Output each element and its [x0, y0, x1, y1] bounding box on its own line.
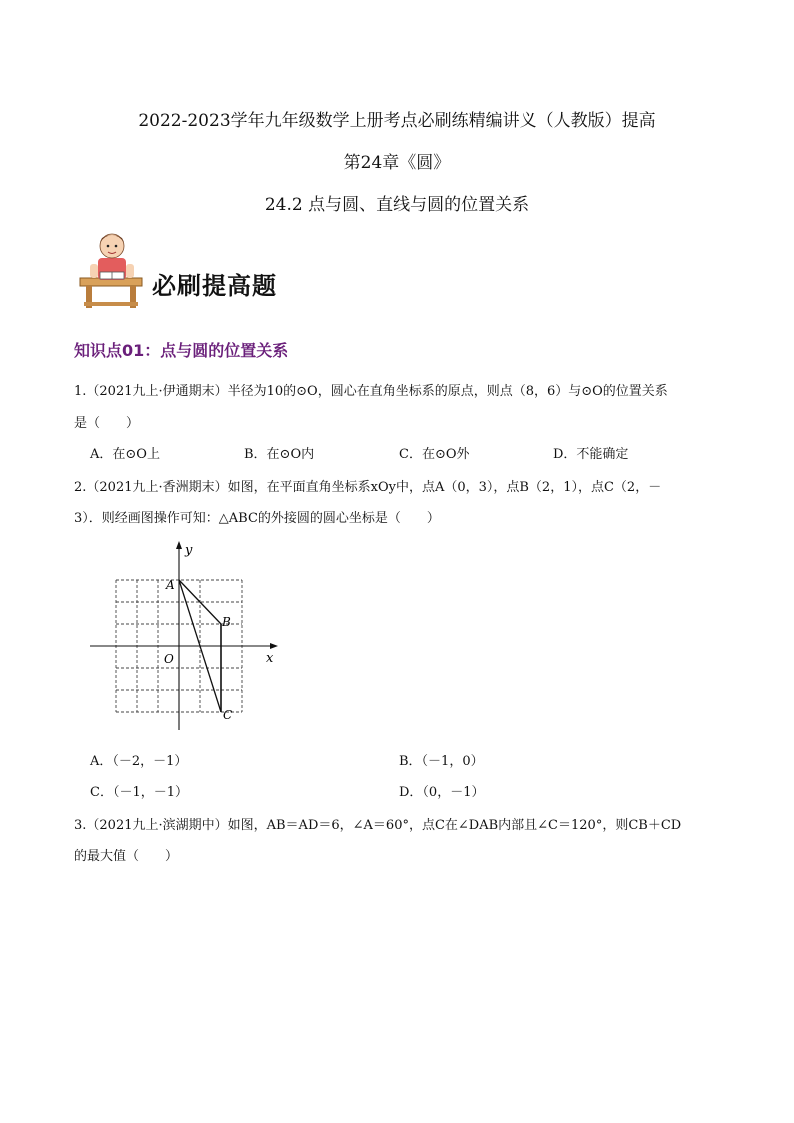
question-2-option-a: A．（－2，－1） — [90, 754, 188, 769]
question-3-line-1: 3.（2021九上·滨湖期中）如图，AB＝AD＝6，∠A＝60°，点C在∠DAB内部且∠C＝120°，则CB＋CD — [74, 818, 682, 833]
section-title: 24.2 点与圆、直线与圆的位置关系 — [264, 195, 530, 215]
question-2-line-1: 2.（2021九上·香洲期末）如图，在平面直角坐标系xOy中，点A（0，3），点B（2，1），点C（2，－ — [74, 480, 662, 495]
x-axis-arrow — [270, 643, 278, 649]
question-1-option-a: A．在⊙O上 — [90, 447, 160, 462]
coordinate-figure — [86, 536, 286, 736]
x-axis-label: x — [266, 651, 274, 666]
banner-label: 必刷提高题 — [152, 272, 277, 300]
point-a-label: A — [166, 578, 175, 592]
question-1-option-c: C．在⊙O外 — [399, 447, 470, 462]
question-2-option-b: B．（－1，0） — [399, 754, 484, 769]
chapter-title: 第24章《圆》 — [343, 153, 451, 173]
origin-label: O — [164, 652, 174, 666]
question-3-line-2: 的最大值（ ） — [74, 849, 179, 864]
document-title: 2022-2023学年九年级数学上册考点必刷练精编讲义（人教版）提高 — [138, 111, 656, 131]
question-1-option-d: D．不能确定 — [553, 447, 629, 462]
question-2-option-c: C．（－1，－1） — [90, 785, 188, 800]
question-1-line-2: 是（ ） — [74, 416, 140, 431]
knowledge-point-heading: 知识点01：点与圆的位置关系 — [74, 341, 289, 360]
question-1-option-b: B．在⊙O内 — [244, 447, 315, 462]
y-axis-arrow — [176, 541, 182, 549]
point-c-label: C — [223, 708, 233, 722]
question-2-line-2: 3）．则经画图操作可知：△ABC的外接圆的圆心坐标是（ ） — [74, 511, 440, 526]
question-2-option-d: D．（0，－1） — [399, 785, 485, 800]
question-1-line-1: 1.（2021九上·伊通期末）半径为10的⊙O，圆心在直角坐标系的原点，则点（8，6）与⊙O的位置关系 — [74, 384, 668, 399]
y-axis-label: y — [185, 543, 193, 558]
point-b-label: B — [222, 615, 231, 629]
